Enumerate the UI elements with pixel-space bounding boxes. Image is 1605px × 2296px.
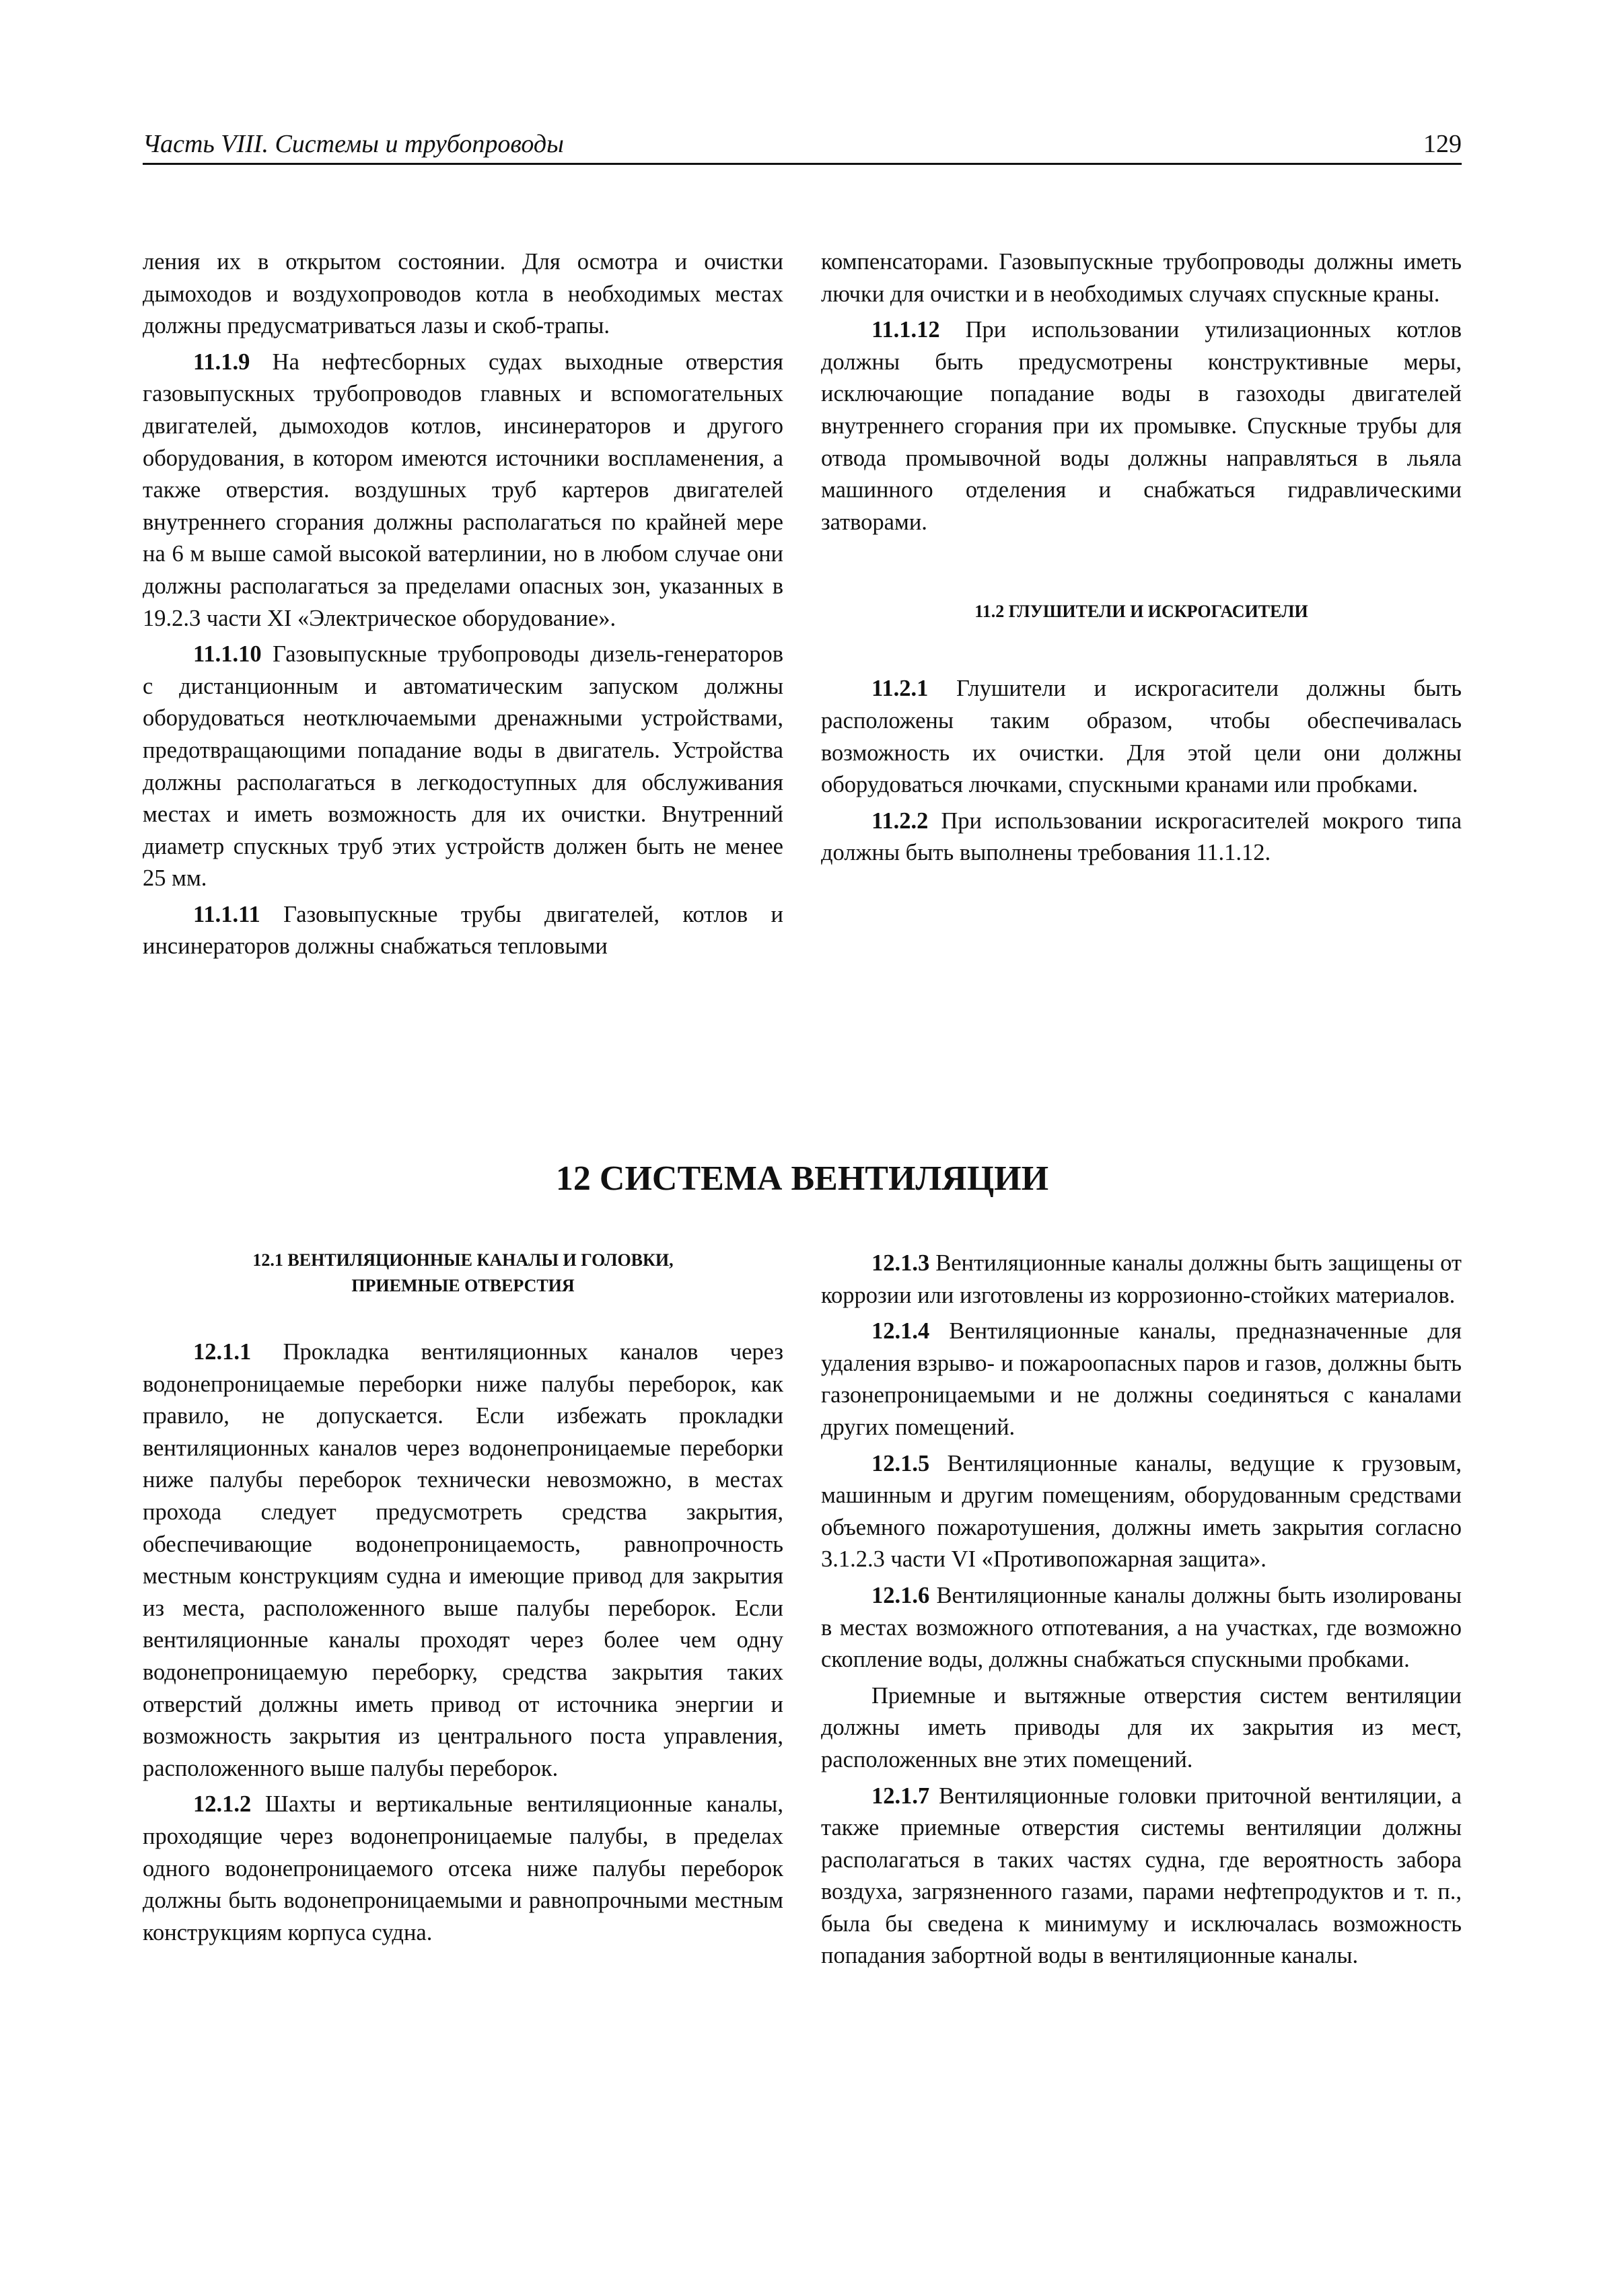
running-title: Часть VIII. Системы и трубопроводы [143, 130, 564, 158]
clause-number: 12.1.1 [193, 1339, 252, 1365]
clause-number: 12.1.5 [871, 1450, 930, 1476]
running-header [143, 129, 1462, 165]
clause-number: 12.1.4 [871, 1318, 930, 1344]
paragraph-11-1-11 [143, 899, 783, 963]
section-heading-11-2: 11.2 ГЛУШИТЕЛИ И ИСКРОГАСИТЕЛИ [974, 602, 1308, 622]
paragraph-11-1-12 [821, 314, 1462, 538]
clause-number: 11.2.2 [871, 808, 929, 834]
paragraph-text: Глушители и искрогасители должны быть расположены таким образом, чтобы обеспечивалась возможность их очистки. Для этой цели они должны оборудоваться лючками, спускными кранами или пробками. [821, 676, 1462, 798]
paragraph-11-1-9 [143, 347, 783, 635]
paragraph-12-1-5 [821, 1448, 1462, 1576]
paragraph-text: Вентиляционные каналы, ведущие к грузовым, машинным и другим помещениям, оборудованным средствами объемного пожаротушения, должны иметь закрытия согласно 3.1.2.3 части VI «Противопожарная защита». [821, 1450, 1462, 1573]
clause-number: 11.1.12 [871, 317, 940, 343]
paragraph-continued [821, 246, 1462, 310]
paragraph-text: Газовыпускные трубы двигателей, котлов и инсинераторов должны снабжаться тепловыми [143, 901, 784, 960]
paragraph-text: Газовыпускные трубопроводы дизель-генераторов с дистанционным и автоматическим запуском должны оборудоваться неотключаемыми дренажными устройствами, предотвращающими попадание воды в двигатель. Устройства должны располагаться в легкодоступных для обслуживания местах и иметь возможность для их очистки. Внутренний диаметр спускных труб этих устройств должен быть не менее 25 мм. [143, 641, 783, 892]
column-right-lower [821, 1248, 1462, 1972]
paragraph-text: Вентиляционные каналы, предназначенные для удаления взрыво- и пожароопасных паров и газов, должны быть газонепроницаемыми и не должны соединяться с каналами других помещений. [821, 1318, 1462, 1440]
clause-number: 12.1.7 [871, 1783, 930, 1809]
clause-number: 11.1.9 [193, 349, 250, 375]
chapter-title: 12 СИСТЕМА ВЕНТИЛЯЦИИ [555, 1159, 1049, 1198]
paragraph-text: компенсаторами. Газовыпускные трубопроводы должны иметь лючки для очистки и в необходимых случаях спускные краны. [821, 249, 1462, 307]
paragraph-text: При использовании искрогасителей мокрого типа должны быть выполнены требования 11.1.12. [821, 808, 1462, 866]
clause-number: 11.1.11 [193, 901, 260, 927]
paragraph-continued [143, 246, 783, 343]
page-number: 129 [1423, 130, 1462, 158]
paragraph-11-1-10 [143, 639, 783, 895]
paragraph-text: Вентиляционные головки приточной вентиляции, а также приемные отверстия системы вентиляции должны располагаться в таких частях судна, где вероятность забора воздуха, загрязненного газами, парами нефтепродуктов и т. п., была бы сведена к минимуму и исключалась возможность попадания забортной воды в вентиляционные каналы. [821, 1783, 1462, 1969]
column-left-lower [143, 1248, 783, 1949]
paragraph-12-1-1 [143, 1336, 783, 1785]
paragraph-12-1-2 [143, 1789, 783, 1949]
paragraph-11-2-1 [821, 673, 1462, 801]
column-right-upper [821, 246, 1462, 869]
paragraph-text: Прокладка вентиляционных каналов через водонепроницаемые переборки ниже палубы переборок, как правило, не допускается. Если избежать прокладки вентиляционных каналов через водонепроницаемые переборки ниже палубы переборок технически невозможно, в местах прохода следует предусмотреть средства закрытия, обеспечивающие водонепроницаемость, равнопрочность местным конструкциям судна и имеющие привод для закрытия из места, расположенного выше палубы переборок. Если вентиляционные каналы проходят через более чем одну водонепроницаемую переборку, средства закрытия таких отверстий должны иметь привод от источника энергии и возможность закрытия из центрального поста управления, расположенного выше палубы переборок. [143, 1339, 783, 1781]
paragraph-intakes [821, 1680, 1462, 1777]
paragraph-text: Вентиляционные каналы должны быть защищены от коррозии или изготовлены из коррозионно-стойких материалов. [821, 1250, 1462, 1308]
paragraph-12-1-6 [821, 1580, 1462, 1676]
clause-number: 12.1.6 [871, 1582, 930, 1608]
paragraph-12-1-4 [821, 1316, 1462, 1443]
clause-number: 11.2.1 [871, 676, 929, 702]
section-heading-12-1 [143, 1248, 783, 1299]
section-heading-line: 12.1 ВЕНТИЛЯЦИОННЫЕ КАНАЛЫ И ГОЛОВКИ, [252, 1250, 674, 1270]
column-left-upper [143, 246, 783, 963]
paragraph-text: ления их в открытом состоянии. Для осмотра и очистки дымоходов и воздухопроводов котла в необходимых местах должны предусматриваться лазы и скоб-трапы. [143, 249, 783, 339]
section-heading-line: ПРИЕМНЫЕ ОТВЕРСТИЯ [351, 1276, 575, 1295]
paragraph-11-2-2 [821, 805, 1462, 869]
paragraph-text: Вентиляционные каналы должны быть изолированы в местах возможного отпотевания, а на участках, где возможно скопление воды, должны снабжаться спускными пробками. [821, 1582, 1462, 1673]
paragraph-text: На нефтесборных судах выходные отверстия газовыпускных трубопроводов главных и вспомогательных двигателей, дымоходов котлов, инсинераторов и другого оборудования, в котором имеются источники воспламенения, а также отверстия. воздушных труб картеров двигателей внутреннего сгорания должны располагаться по крайней мере на 6 м выше самой высокой ватерлинии, но в любом случае они должны располагаться за пределами опасных зон, указанных в 19.2.3 части XI «Электрическое оборудование». [143, 349, 784, 631]
clause-number: 12.1.3 [871, 1250, 930, 1276]
paragraph-text: Шахты и вертикальные вентиляционные каналы, проходящие через водонепроницаемые палубы, в пределах одного водонепроницаемого отсека ниже палубы переборок должны быть водонепроницаемыми и равнопрочными местным конструкциям корпуса судна. [143, 1791, 783, 1945]
paragraph-text: Приемные и вытяжные отверстия систем вентиляции должны иметь приводы для их закрытия из мест, расположенных вне этих помещений. [821, 1682, 1462, 1772]
paragraph-text: При использовании утилизационных котлов должны быть предусмотрены конструктивные меры, исключающие попадание воды в газоходы двигателей внутреннего сгорания при их промывке. Спускные трубы для отвода промывочной воды должны направляться в льяла машинного отделения и снабжаться гидравлическими затворами. [821, 317, 1462, 535]
paragraph-12-1-7 [821, 1781, 1462, 1973]
paragraph-12-1-3 [821, 1248, 1462, 1312]
clause-number: 11.1.10 [193, 641, 262, 668]
clause-number: 12.1.2 [193, 1791, 252, 1818]
